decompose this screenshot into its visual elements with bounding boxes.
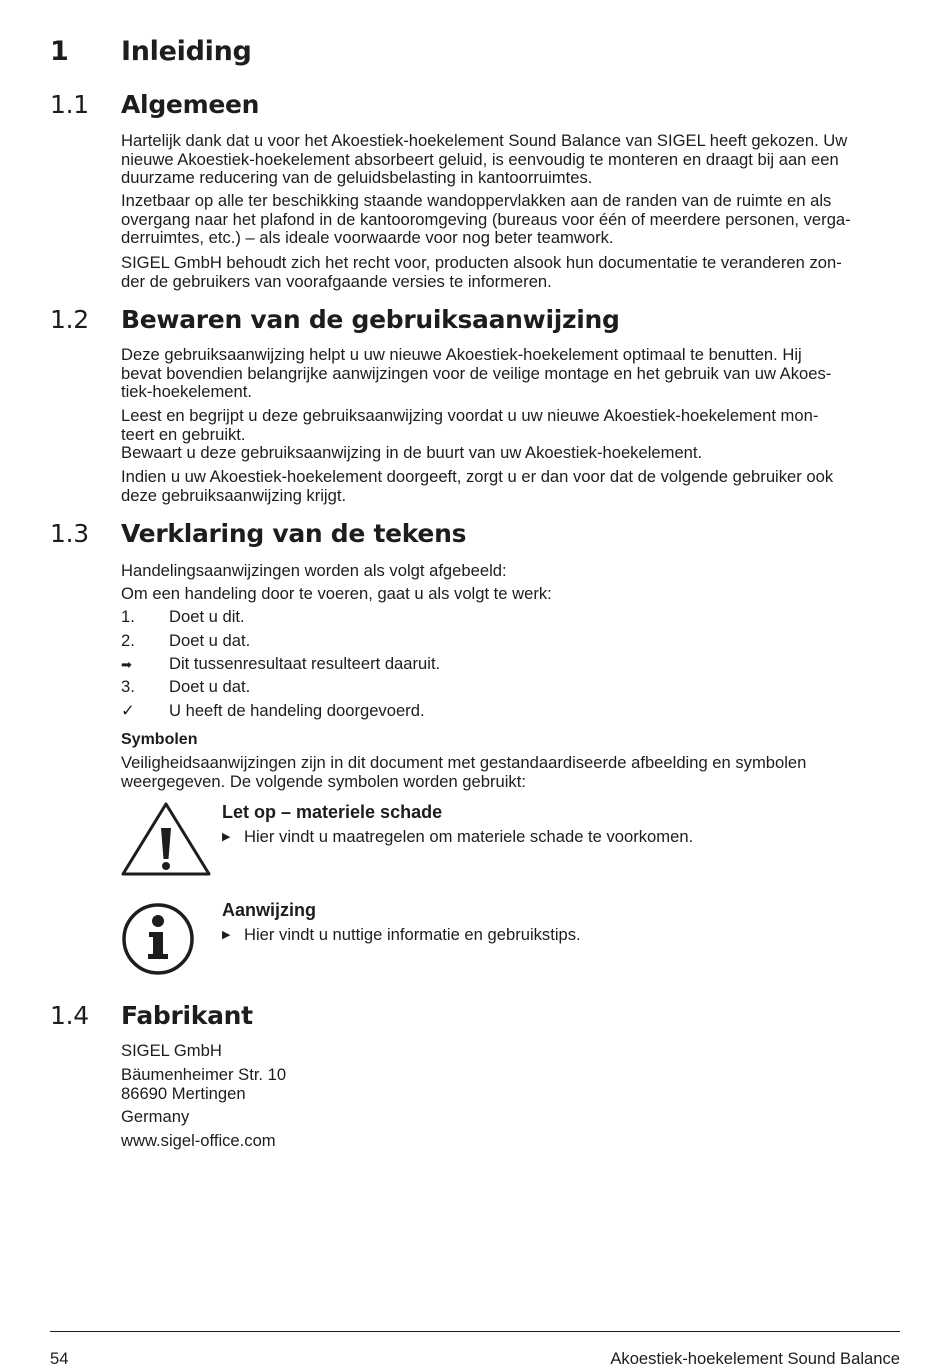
section-heading-1-4 (50, 1001, 253, 1030)
section-number: 1.1 (50, 90, 89, 119)
info-icon (121, 902, 195, 976)
step-item (121, 608, 245, 627)
chapter-title: Inleiding (121, 36, 252, 67)
section-title: Bewaren van de gebruiksaanwijzing (121, 305, 620, 334)
text-line: overgang naar het plafond in de kantooromgeving (bureaus voor één of meerdere personen, verga- (121, 209, 851, 229)
step-item (121, 632, 250, 651)
address-city: 86690 Mertingen (121, 1084, 246, 1103)
section-number: 1.2 (50, 305, 89, 334)
footer-divider (50, 1331, 900, 1332)
address-country: Germany (121, 1107, 190, 1126)
text-line: weergegeven. De volgende symbolen worden gebruikt: (121, 771, 526, 791)
paragraph (121, 407, 903, 463)
text-line: SIGEL GmbH behoudt zich het recht voor, producten alsook hun documentatie te veranderen zon- (121, 253, 842, 272)
section-number: 1.3 (50, 519, 89, 548)
paragraph (121, 132, 903, 188)
text-line: Inzetbaar op alle ter beschikking staande wandoppervlakken aan de randen van de ruimte en als (121, 191, 832, 210)
page-number: 54 (50, 1349, 69, 1368)
chapter-number: 1 (50, 36, 69, 67)
step-text: Doet u dit. (169, 607, 245, 626)
section-title: Algemeen (121, 90, 260, 119)
text-line: Deze gebruiksaanwijzing helpt u uw nieuwe Akoestiek-hoekelement optimaal te benutten. Hij (121, 345, 802, 364)
paragraph (121, 254, 903, 291)
paragraph (121, 346, 903, 402)
text-line: Hartelijk dank dat u voor het Akoestiek-hoekelement Sound Balance van SIGEL heeft gekozen. Uw (121, 131, 848, 150)
step-item (121, 678, 250, 697)
chapter-heading (50, 36, 252, 67)
section-heading-1-2 (50, 305, 620, 334)
step-text: Doet u dat. (169, 631, 251, 650)
paragraph (121, 468, 903, 505)
warning-item (222, 827, 693, 847)
symbols-heading: Symbolen (121, 731, 198, 748)
intro-line: Om een handeling door te voeren, gaat u als volgt te werk: (121, 584, 552, 603)
text-line: Bewaart u deze gebruiksaanwijzing in de buurt van uw Akoestiek-hoekelement. (121, 443, 703, 462)
text-line: nieuwe Akoestiek-hoekelement absorbeert geluid, is eenvoudig te monteren en draagt bij aan een (121, 149, 839, 169)
website-link[interactable]: www.sigel-office.com (121, 1131, 276, 1150)
step-number: 2. (121, 631, 135, 650)
step-text: Dit tussenresultaat resulteert daaruit. (169, 654, 441, 673)
step-text: U heeft de handeling doorgevoerd. (169, 701, 425, 720)
paragraph (121, 754, 903, 791)
address-street: Bäumenheimer Str. 10 (121, 1065, 287, 1084)
step-text: Doet u dat. (169, 677, 251, 696)
text-line: deze gebruiksaanwijzing krijgt. (121, 485, 347, 505)
info-text: Hier vindt u nuttige informatie en gebruikstips. (244, 925, 581, 944)
text-line: der de gebruikers van voorafgaande versies te informeren. (121, 271, 552, 291)
info-item (222, 925, 581, 945)
bullet-triangle-icon: ▶ (222, 929, 231, 941)
bullet-triangle-icon: ▶ (222, 831, 231, 843)
warning-text: Hier vindt u maatregelen om materiele schade te voorkomen. (244, 827, 694, 846)
step-number: 1. (121, 607, 135, 626)
checkmark-icon: ✓ (121, 701, 135, 720)
section-heading-1-1 (50, 90, 259, 119)
text-line: bevat bovendien belangrijke aanwijzingen voor de veilige montage en het gebruik van uw Akoes- (121, 363, 832, 383)
text-line: Indien u uw Akoestiek-hoekelement doorgeeft, zorgt u er dan voor dat de volgende gebruiker ook (121, 467, 834, 486)
step-item (121, 655, 440, 675)
text-line: derruimtes, etc.) – als ideale voorwaarde voor nog beter teamwork. (121, 228, 614, 247)
section-heading-1-3 (50, 519, 466, 548)
text-line: Leest en begrijpt u deze gebruiksaanwijzing voordat u uw nieuwe Akoestiek-hoekelement mon- (121, 406, 819, 425)
text-line: teert en gebruikt. (121, 424, 246, 444)
text-line: Veiligheidsaanwijzingen zijn in dit document met gestandaardiseerde afbeelding en symbolen (121, 753, 807, 772)
section-title: Verklaring van de tekens (121, 519, 467, 548)
section-title: Fabrikant (121, 1001, 253, 1030)
step-number: 3. (121, 677, 135, 696)
section-number: 1.4 (50, 1001, 89, 1030)
info-title: Aanwijzing (222, 900, 316, 920)
text-line: duurzame reducering van de geluidsbelasting in kantoorruimtes. (121, 168, 593, 187)
footer-product-name: Akoestiek-hoekelement Sound Balance (610, 1349, 900, 1368)
text-line: tiek-hoekelement. (121, 382, 252, 401)
warning-title: Let op – materiele schade (222, 802, 443, 822)
result-arrow-icon: ➡ (121, 657, 132, 672)
step-item (121, 702, 425, 721)
paragraph (121, 192, 903, 248)
warning-triangle-icon (120, 801, 212, 877)
intro-line: Handelingsaanwijzingen worden als volgt afgebeeld: (121, 561, 507, 580)
company-name: SIGEL GmbH (121, 1041, 222, 1060)
